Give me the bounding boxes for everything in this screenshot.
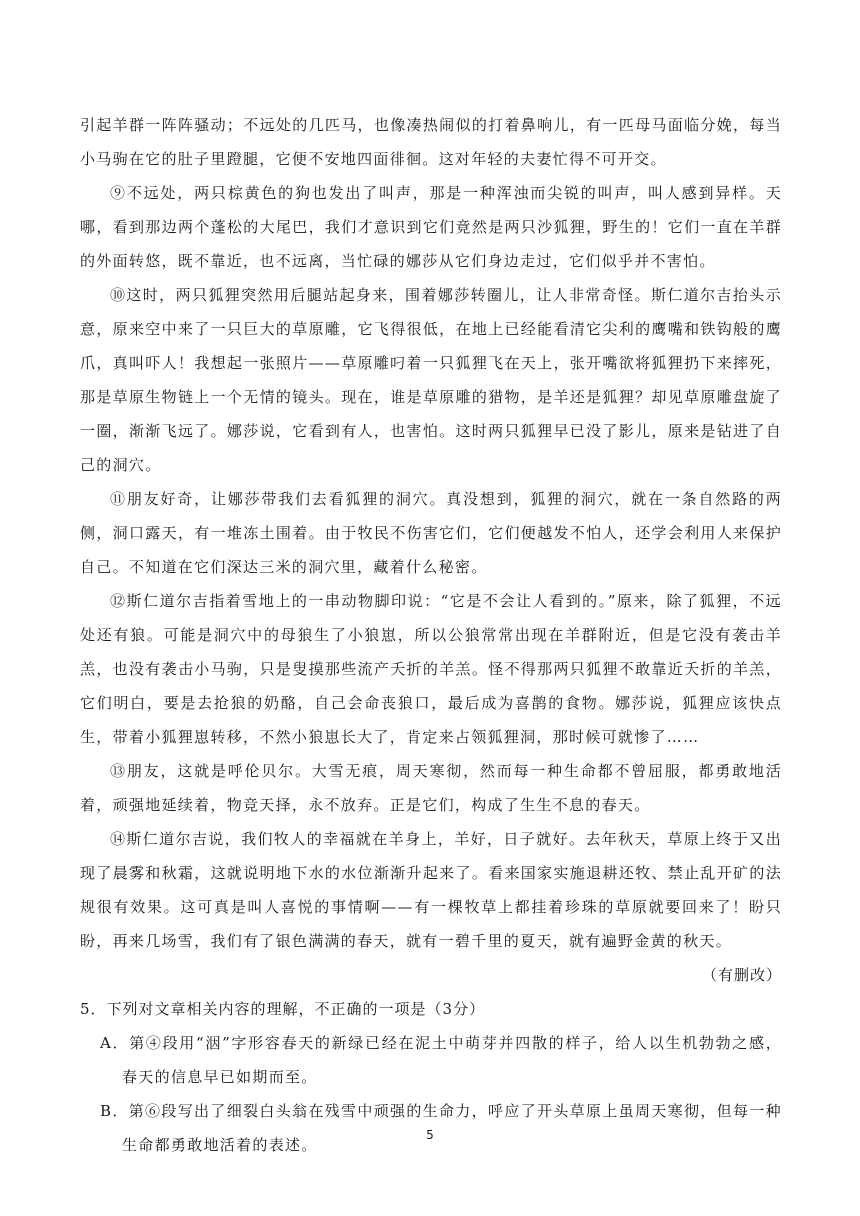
page-content [80, 108, 782, 1162]
source-note: （有删改） [701, 966, 782, 984]
paragraph-11: ⑪朋友好奇，让娜莎带我们去看狐狸的洞穴。真没想到，狐狸的洞穴，就在一条自然路的两侧，洞口露天，有一堆冻土围着。由于牧民不伤害它们，它们便越发不怕人，还学会利用人来保护自己。不知道在它们深达三米的洞穴里，藏着什么秘密。 [80, 490, 782, 576]
option-a: A．第④段用“洇”字形容春天的新绿已经在泥土中萌芽并四散的样子，给人以生机勃勃之感，春天的信息早已如期而至。 [100, 1034, 782, 1086]
paragraph-10: ⑩这时，两只狐狸突然用后腿站起身来，围着娜莎转圈儿，让人非常奇怪。斯仁道尔吉抬头示意，原来空中来了一只巨大的草原雕，它飞得很低，在地上已经能看清它尖利的鹰嘴和铁钩般的鹰爪，真叫吓人！我想起一张照片——草原雕叼着一只狐狸飞在天上，张开嘴欲将狐狸扔下来摔死，那是草原生物链上一个无情的镜头。现在，谁是草原雕的猎物，是羊还是狐狸？却见草原雕盘旋了一圈，渐渐飞远了。娜莎说，它看到有人，也害怕。这时两只狐狸早已没了影儿，原来是钻进了自己的洞穴。 [80, 286, 782, 474]
paragraph-continued: 引起羊群一阵阵骚动；不远处的几匹马，也像凑热闹似的打着鼻响儿，有一匹母马面临分娩，每当小马驹在它的肚子里蹬腿，它便不安地四面徘徊。这对年轻的夫妻忙得不可开交。 [80, 116, 782, 168]
paragraph-12: ⑫斯仁道尔吉指着雪地上的一串动物脚印说：“它是不会让人看到的。”原来，除了狐狸，不远处还有狼。可能是洞穴中的母狼生了小狼崽，所以公狼常常出现在羊群附近，但是它没有袭击羊羔，也没有袭击小马驹，只是叟摸那些流产夭折的羊羔。怪不得那两只狐狸不敢靠近夭折的羊羔，它们明白，要是去抢狼的奶酪，自己会命丧狼口，最后成为喜鹊的食物。娜莎说，狐狸应该快点生，带着小狐狸崽转移，不然小狼崽长大了，肯定来占领狐狸洞，那时候可就惨了…… [80, 592, 782, 746]
paragraph-13: ⑬朋友，这就是呼伦贝尔。大雪无痕，周天寒彻，然而每一种生命都不曾屈服，都勇敢地活着，顽强地延续着，物竞天择，永不放弃。正是它们，构成了生生不息的春天。 [80, 762, 782, 814]
paragraph-14: ⑭斯仁道尔吉说，我们牧人的幸福就在羊身上，羊好，日子就好。去年秋天，草原上终于又出现了晨雾和秋霜，这就说明地下水的水位渐渐升起来了。看来国家实施退耕还牧、禁止乱开矿的法规很有效果。这可真是叫人喜悦的事情啊——有一棵牧草上都挂着珍珠的草原就要回来了！盼只盼，再来几场雪，我们有了银色满满的春天，就有一碧千里的夏天，就有遍野金黄的秋天。 [80, 830, 782, 950]
option-b: B．第⑥段写出了细裂白头翁在残雪中顽强的生命力，呼应了开头草原上虽周天寒彻，但每一种生命都勇敢地活着的表述。 [100, 1102, 782, 1154]
page-number: 5 [426, 1128, 434, 1142]
paragraph-9: ⑨不远处，两只棕黄色的狗也发出了叫声，那是一种浑浊而尖锐的叫声，叫人感到异样。天哪，看到那边两个蓬松的大尾巴，我们才意识到它们竟然是两只沙狐狸，野生的！它们一直在羊群的外面转悠，既不靠近，也不远离，当忙碌的娜莎从它们身边走过，它们似乎并不害怕。 [80, 184, 782, 270]
question-stem: 5．下列对文章相关内容的理解，不正确的一项是（3分） [80, 1000, 486, 1018]
